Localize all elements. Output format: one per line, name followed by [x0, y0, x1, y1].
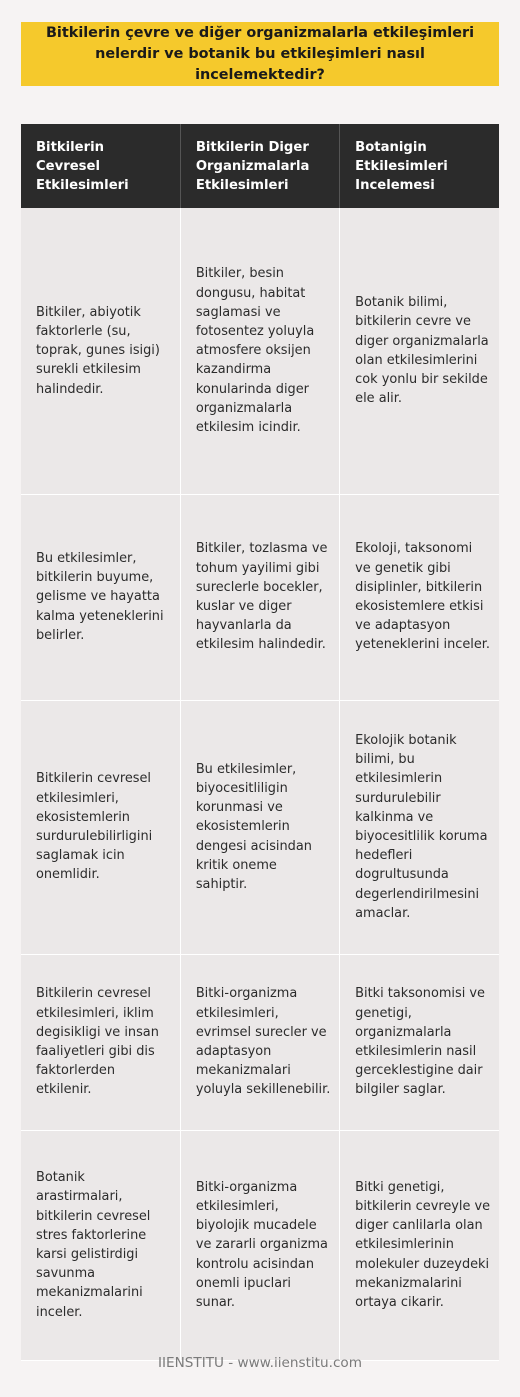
- footer-credit: IIENSTITU - www.iienstitu.com: [158, 1355, 362, 1371]
- table-cell: Bitkiler, besin dongusu, habitat saglamasi ve fotosentez yoluyla atmosfere oksijen kazandirma konularinda diger organizmalarla etkilesim icindir.: [180, 208, 339, 494]
- table-row: [21, 494, 499, 700]
- table-cell: Bitki taksonomisi ve genetigi, organizmalarla etkilesimlerin nasil gerceklestigine dair bilgiler saglar.: [340, 954, 499, 1130]
- table-cell: Bu etkilesimler, biyocesitliligin korunmasi ve ekosistemlerin dengesi acisindan kritik oneme sahiptir.: [180, 700, 339, 954]
- table-cell: Bitki-organizma etkilesimleri, evrimsel surecler ve adaptasyon mekanizmalari yoluyla sekillenebilir.: [180, 954, 339, 1130]
- table-row: [21, 954, 499, 1130]
- table-cell: Ekoloji, taksonomi ve genetik gibi disiplinler, bitkilerin ekosistemlere etkisi ve adaptasyon yeteneklerini inceler.: [340, 494, 499, 700]
- table-cell: Bitkiler, abiyotik faktorlerle (su, toprak, gunes isigi) surekli etkilesim halindedir.: [21, 208, 180, 494]
- title-banner: [21, 22, 499, 86]
- table-cell: Ekolojik botanik bilimi, bu etkilesimlerin surdurulebilir kalkinma ve biyocesitlilik koruma hedefleri dogrultusunda degerlendirilmesini amaclar.: [340, 700, 499, 954]
- comparison-table: [21, 124, 499, 1361]
- table-cell: Bitkilerin cevresel etkilesimleri, iklim degisikligi ve insan faaliyetleri gibi dis faktorlerden etkilenir.: [21, 954, 180, 1130]
- table-cell: Bitkilerin cevresel etkilesimleri, ekosistemlerin surdurulebilirligini saglamak icin onemlidir.: [21, 700, 180, 954]
- table-header-row: [21, 124, 499, 208]
- column-header: Botanigin Etkilesimleri Incelemesi: [340, 124, 499, 208]
- table-cell: Bitki genetigi, bitkilerin cevreyle ve diger canlilarla olan etkilesimlerinin molekuler duzeydeki mekanizmalarini ortaya cikarir.: [340, 1130, 499, 1360]
- table-row: [21, 208, 499, 494]
- table-row: [21, 1130, 499, 1360]
- column-header: Bitkilerin Diger Organizmalarla Etkilesimleri: [180, 124, 339, 208]
- table-cell: Botanik bilimi, bitkilerin cevre ve diger organizmalarla olan etkilesimlerini cok yonlu bir sekilde ele alir.: [340, 208, 499, 494]
- column-header: Bitkilerin Cevresel Etkilesimleri: [21, 124, 180, 208]
- table-cell: Botanik arastirmalari, bitkilerin cevresel stres faktorlerine karsi gelistirdigi savunma mekanizmalarini inceler.: [21, 1130, 180, 1360]
- table-cell: Bu etkilesimler, bitkilerin buyume, gelisme ve hayatta kalma yeteneklerini belirler.: [21, 494, 180, 700]
- page-title: Bitkilerin çevre ve diğer organizmalarla etkileşimleri nelerdir ve botanik bu etkileşimleri nasıl incelemektedir?: [45, 24, 475, 83]
- table-row: [21, 700, 499, 954]
- table-cell: Bitkiler, tozlasma ve tohum yayilimi gibi sureclerle bocekler, kuslar ve diger hayvanlarla da etkilesim halindedir.: [180, 494, 339, 700]
- table-cell: Bitki-organizma etkilesimleri, biyolojik mucadele ve zararli organizma kontrolu acisindan onemli ipuclari sunar.: [180, 1130, 339, 1360]
